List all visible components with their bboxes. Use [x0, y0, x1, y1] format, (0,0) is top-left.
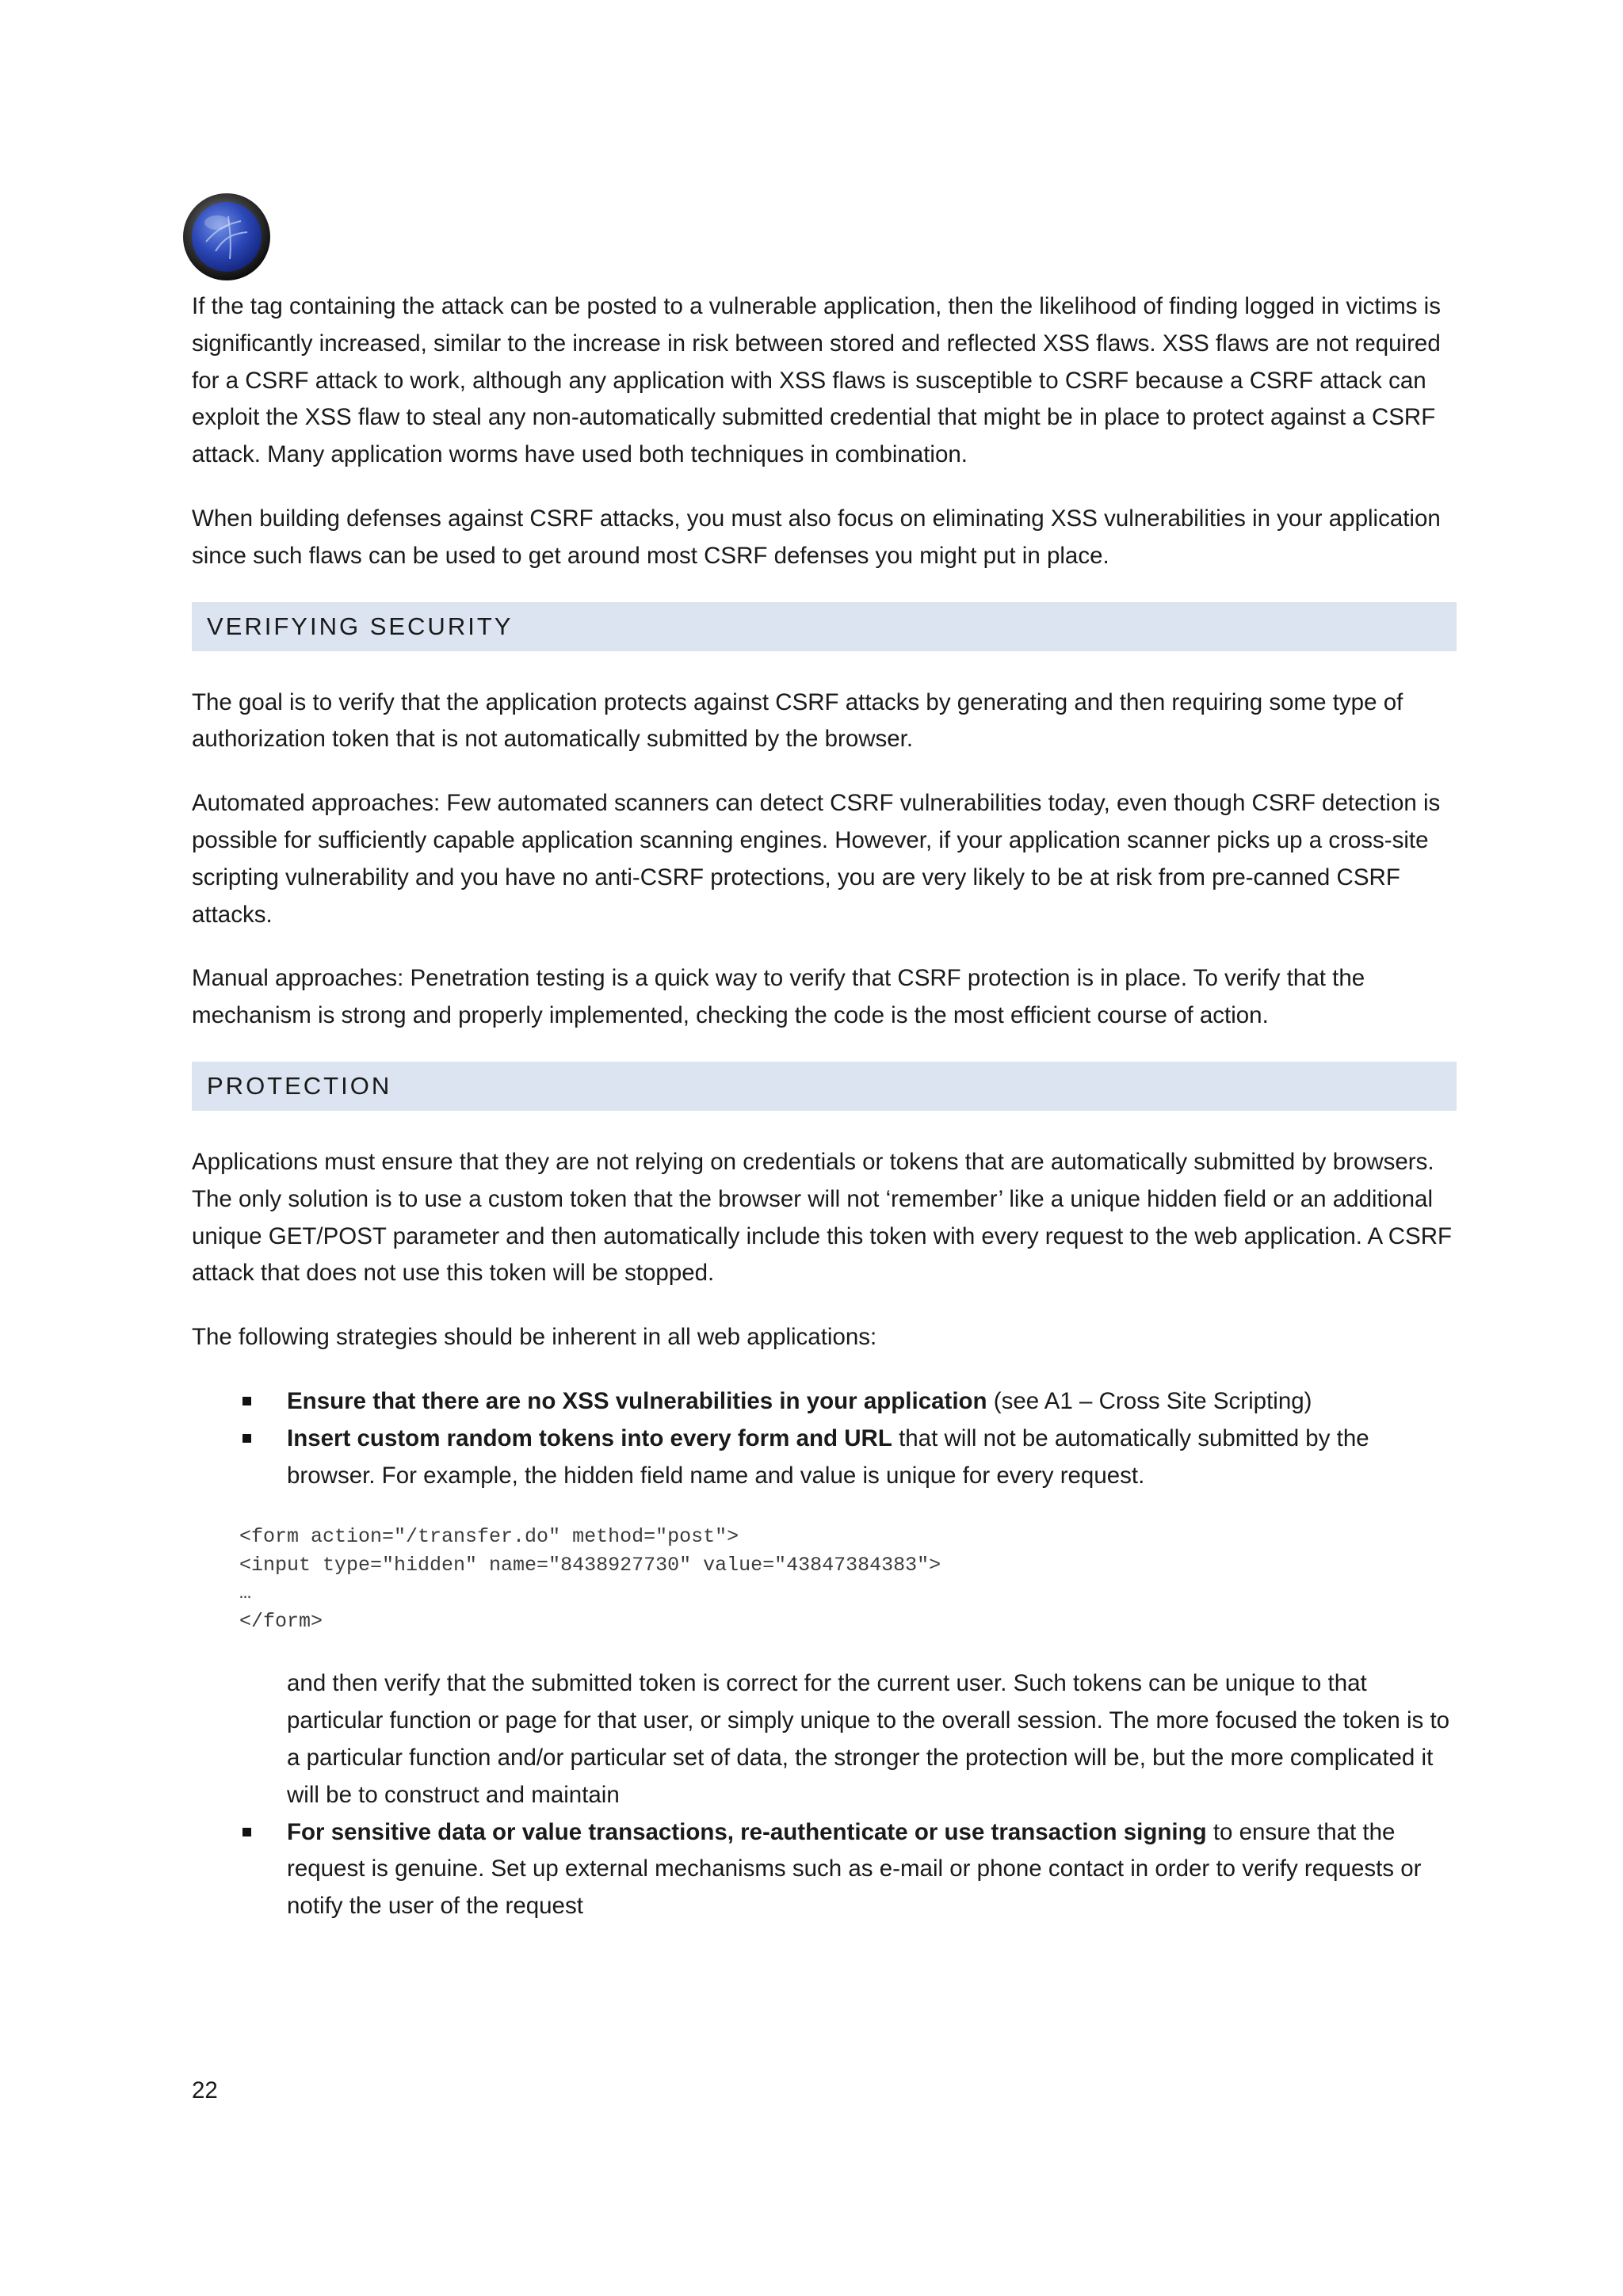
strategy-list-continued: [192, 1814, 1457, 1925]
list-item-bold: For sensitive data or value transactions, re-authenticate or use transaction signing: [287, 1818, 1207, 1845]
list-item-bold: Insert custom random tokens into every form and URL: [287, 1425, 892, 1451]
section-heading-label: PROTECTION: [207, 1071, 392, 1100]
after-code-paragraph: and then verify that the submitted token is correct for the current user. Such tokens can be unique to that particular function or page for that user, or simply unique to the overall session. The more focused the token is to a particular function and/or particular set of data, the stronger the protection will be, but the more complicated it will be to construct and maintain: [287, 1670, 1450, 1808]
intro-paragraph-1: If the tag containing the attack can be posted to a vulnerable application, then the likelihood of finding logged in victims is significantly increased, similar to the increase in risk between stored and reflected XSS flaws. XSS flaws are not required for a CSRF attack to work, although any application with XSS flaws is susceptible to CSRF because a CSRF attack can exploit the XSS flaw to steal any non-automatically submitted credential that might be in place to protect against a CSRF attack. Many application worms have used both techniques in combination.: [192, 293, 1441, 468]
verifying-paragraph-2: Automated approaches: Few automated scanners can detect CSRF vulnerabilities today, even though CSRF detection is possible for sufficiently capable application scanning engines. However, if your application scanner picks up a cross-site scripting vulnerability and you have no anti-CSRF protections, you are very likely to be at risk from pre-canned CSRF attacks.: [192, 790, 1441, 928]
list-item-text: that will not be automatically submitted by the browser. For example, the hidden field name and value is unique for every request.: [287, 1425, 1369, 1489]
protection-paragraph-1: Applications must ensure that they are not relying on credentials or tokens that are automatically submitted by browsers. The only solution is to use a custom token that the browser will not ‘remember’ like a unique hidden field or an additional unique GET/POST parameter and then automatically include this token with every request to the web application. A CSRF attack that does not use this token will be stopped.: [192, 1148, 1453, 1287]
section-heading-label: VERIFYING SECURITY: [207, 612, 514, 640]
main-content: [192, 288, 1457, 1925]
strategy-list: [192, 1383, 1457, 1494]
list-item: [192, 1814, 1457, 1925]
protection-paragraph-2: The following strategies should be inherent in all web applications:: [192, 1324, 877, 1351]
square-bullet-icon: [242, 1828, 251, 1836]
list-item-text: to ensure that the request is genuine. Set up external mechanisms such as e-mail or phone contact in order to verify requests or notify the user of the request: [287, 1818, 1422, 1920]
square-bullet-icon: [242, 1397, 251, 1405]
list-item-bold: Ensure that there are no XSS vulnerabilities in your application: [287, 1387, 987, 1414]
square-bullet-icon: [242, 1434, 251, 1443]
verifying-paragraph-1: The goal is to verify that the application protects against CSRF attacks by generating and then requiring some type of authorization token that is not automatically submitted by the browser.: [192, 688, 1403, 753]
verifying-paragraph-3: Manual approaches: Penetration testing is a quick way to verify that CSRF protection is in place. To verify that the mechanism is strong and properly implemented, checking the code is the most efficient course of action.: [192, 965, 1365, 1029]
intro-paragraph-2: When building defenses against CSRF attacks, you must also focus on eliminating XSS vulnerabilities in your application since such flaws can be used to get around most CSRF defenses you might put in place.: [192, 505, 1441, 569]
page-number: 22: [192, 2077, 218, 2103]
code-sample: <form action="/transfer.do" method="post"> <input type="hidden" name="8438927730" value="43847384383"> … </form>: [239, 1525, 941, 1633]
list-item: [192, 1383, 1457, 1421]
list-item-text: (see A1 – Cross Site Scripting): [987, 1387, 1312, 1414]
owasp-logo-icon: [182, 193, 271, 281]
list-item: [192, 1421, 1457, 1495]
section-heading-protection: [192, 1062, 1457, 1111]
section-heading-verifying-security: [192, 602, 1457, 651]
